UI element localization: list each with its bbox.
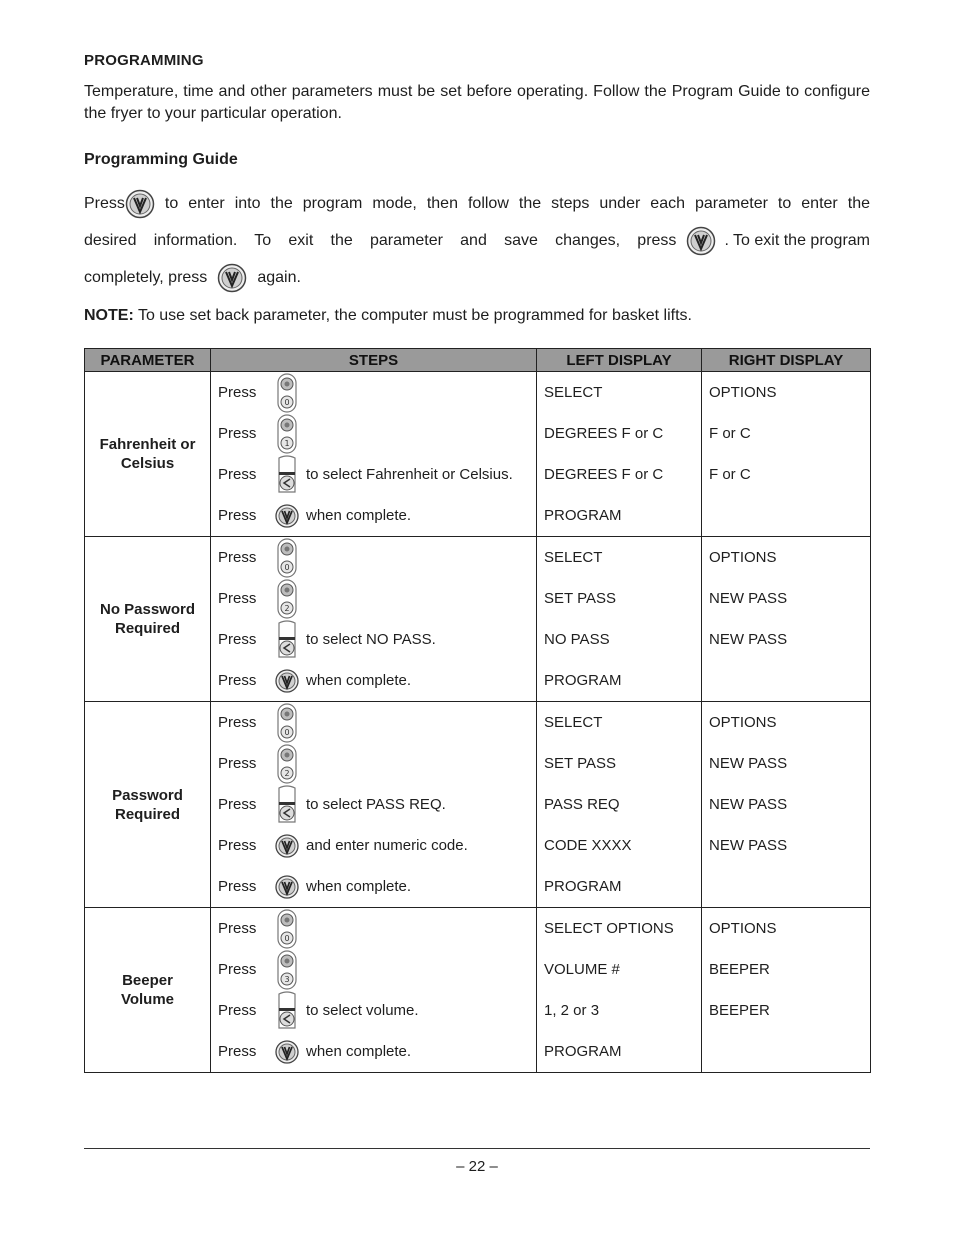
right-display-cell <box>702 702 871 908</box>
right-display-cell <box>702 372 871 537</box>
svg-text:0: 0 <box>284 933 290 943</box>
two-key-icon <box>272 744 302 784</box>
step-text: and enter numeric code. <box>306 837 468 854</box>
press-label: Press <box>218 837 257 854</box>
right-display-value: NEW PASS <box>709 837 788 854</box>
note-label: NOTE: <box>84 307 134 324</box>
right-display-value: F or C <box>709 466 751 483</box>
step-row <box>211 908 536 949</box>
press-label: Press <box>218 1002 257 1019</box>
svg-text:0: 0 <box>284 562 290 572</box>
parameter-cell <box>85 372 211 537</box>
press-label: Press <box>218 466 257 483</box>
guide-text: to enter into the program mode, then follow the steps under each parameter to enter the <box>164 195 870 212</box>
press-label: Press <box>218 631 257 648</box>
right-display-value: OPTIONS <box>709 549 777 566</box>
left-display-value: PASS REQ <box>544 796 620 813</box>
svg-text:1: 1 <box>284 438 290 448</box>
left-display-value: PROGRAM <box>544 507 622 524</box>
note <box>84 307 692 325</box>
press-label: Press <box>218 590 257 607</box>
steps-cell <box>211 372 537 537</box>
program-key-icon <box>272 875 302 899</box>
right-display-value <box>702 866 870 907</box>
guide-text: Press <box>84 195 125 212</box>
guide-text: completely, press <box>84 269 208 286</box>
right-display-cell <box>702 537 871 702</box>
step-text: to select Fahrenheit or Celsius. <box>306 466 513 483</box>
svg-text:2: 2 <box>284 603 290 613</box>
press-label: Press <box>218 920 257 937</box>
right-display-value: OPTIONS <box>709 384 777 401</box>
svg-text:0: 0 <box>284 397 290 407</box>
svg-text:2: 2 <box>284 768 290 778</box>
press-label: Press <box>218 507 257 524</box>
step-row <box>211 702 536 743</box>
left-display-cell <box>537 702 702 908</box>
zero-key-icon <box>272 703 302 743</box>
left-display-value: SET PASS <box>544 590 616 607</box>
program-key-icon <box>272 504 302 528</box>
step-text: to select volume. <box>306 1002 419 1019</box>
guide-text: desired information. To exit the parameter and save changes, press <box>84 232 677 249</box>
steps-cell <box>211 702 537 908</box>
program-key-icon <box>125 189 155 219</box>
step-text: when complete. <box>306 672 412 689</box>
parameter-cell <box>85 702 211 908</box>
zero-key-icon <box>272 909 302 949</box>
left-display-value: NO PASS <box>544 631 610 648</box>
press-label: Press <box>218 425 257 442</box>
parameter-cell <box>85 908 211 1073</box>
header-left-display: LEFT DISPLAY <box>537 349 702 372</box>
guide-line-2 <box>84 225 870 257</box>
table-row <box>85 372 871 537</box>
left-display-cell <box>537 537 702 702</box>
press-label: Press <box>218 549 257 566</box>
press-label: Press <box>218 1043 257 1060</box>
left-display-value: SELECT OPTIONS <box>544 920 674 937</box>
left-display-value: DEGREES F or C <box>544 425 664 442</box>
right-display-value <box>702 1031 870 1072</box>
step-row <box>211 866 536 907</box>
table-row <box>85 908 871 1073</box>
step-row <box>211 537 536 578</box>
step-text: when complete. <box>306 1043 412 1060</box>
left-display-value: PROGRAM <box>544 672 622 689</box>
left-display-value: VOLUME # <box>544 961 620 978</box>
parameter-cell <box>85 537 211 702</box>
step-text: when complete. <box>306 878 412 895</box>
press-label: Press <box>218 878 257 895</box>
guide-heading: Programming Guide <box>84 151 238 168</box>
right-display-value: F or C <box>709 425 751 442</box>
parameter-label: No Password <box>99 601 196 618</box>
left-display-cell <box>537 372 702 537</box>
program-key-icon <box>272 1040 302 1064</box>
right-display-cell <box>702 908 871 1073</box>
step-row <box>211 784 536 825</box>
zero-key-icon <box>272 538 302 578</box>
right-display-value: NEW PASS <box>709 755 788 772</box>
program-key-icon <box>217 263 247 293</box>
step-row <box>211 990 536 1031</box>
step-row <box>211 495 536 536</box>
step-row <box>211 454 536 495</box>
press-label: Press <box>218 796 257 813</box>
parameter-label: Volume <box>120 991 175 1008</box>
svg-text:0: 0 <box>284 727 290 737</box>
page-heading: PROGRAMMING <box>84 52 204 69</box>
two-key-icon <box>272 579 302 619</box>
guide-line-1 <box>84 188 870 220</box>
left-display-value: SELECT <box>544 714 603 731</box>
right-display-value: BEEPER <box>709 961 770 978</box>
step-text: to select NO PASS. <box>306 631 436 648</box>
header-right-display: RIGHT DISPLAY <box>702 349 871 372</box>
left-display-value: 1, 2 or 3 <box>544 1002 600 1019</box>
parameter-label: Beeper <box>122 972 173 989</box>
step-row <box>211 825 536 866</box>
intro-paragraph: Temperature, time and other parameters must be set before operating. Follow the Program Guide to configure the fryer to your particular operation. <box>84 83 870 122</box>
table-row <box>85 537 871 702</box>
right-display-value: OPTIONS <box>709 714 777 731</box>
header-parameter: PARAMETER <box>85 349 211 372</box>
note-text: To use set back parameter, the computer must be programmed for basket lifts. <box>133 307 692 324</box>
left-arrow-key-icon <box>272 991 302 1031</box>
right-display-value: BEEPER <box>709 1002 770 1019</box>
step-row <box>211 413 536 454</box>
program-key-icon <box>272 669 302 693</box>
left-display-value: CODE XXXX <box>544 837 632 854</box>
left-display-value: SELECT <box>544 549 603 566</box>
press-label: Press <box>218 961 257 978</box>
three-key-icon <box>272 950 302 990</box>
left-display-value: SET PASS <box>544 755 616 772</box>
parameter-label: Celsius <box>120 455 175 472</box>
parameter-label: Password <box>112 786 183 804</box>
programming-table <box>84 348 871 1073</box>
step-text: when complete. <box>306 507 412 524</box>
page-number: – 22 – <box>456 1158 498 1175</box>
step-row <box>211 743 536 784</box>
right-display-value <box>702 495 870 536</box>
zero-key-icon <box>272 373 302 413</box>
left-arrow-key-icon <box>272 620 302 660</box>
press-label: Press <box>218 672 257 689</box>
step-row <box>211 619 536 660</box>
svg-text:3: 3 <box>284 974 290 984</box>
table-header-row <box>85 349 871 372</box>
right-display-value: NEW PASS <box>709 590 788 607</box>
right-display-value: NEW PASS <box>709 631 788 648</box>
table-row <box>85 702 871 908</box>
left-display-value: PROGRAM <box>544 878 622 895</box>
left-arrow-key-icon <box>272 785 302 825</box>
left-arrow-key-icon <box>272 455 302 495</box>
right-display-value: OPTIONS <box>709 920 777 937</box>
guide-text: . To exit the program <box>724 232 870 249</box>
header-steps: STEPS <box>211 349 537 372</box>
parameter-label: Required <box>114 805 180 823</box>
program-key-icon <box>686 226 716 256</box>
guide-line-3 <box>84 262 870 294</box>
right-display-value: NEW PASS <box>709 796 788 813</box>
parameter-label: Fahrenheit or <box>99 436 196 453</box>
step-row <box>211 660 536 701</box>
left-display-value: SELECT <box>544 384 603 401</box>
right-display-value <box>702 660 870 701</box>
steps-cell <box>211 537 537 702</box>
one-key-icon <box>272 414 302 454</box>
press-label: Press <box>218 714 257 731</box>
footer-rule <box>84 1148 870 1149</box>
left-display-value: PROGRAM <box>544 1043 622 1060</box>
left-display-cell <box>537 908 702 1073</box>
program-key-icon <box>272 834 302 858</box>
guide-text: again. <box>257 269 301 286</box>
steps-cell <box>211 908 537 1073</box>
step-row <box>211 949 536 990</box>
press-label: Press <box>218 384 257 401</box>
step-text: to select PASS REQ. <box>306 796 446 813</box>
step-row <box>211 578 536 619</box>
step-row <box>211 372 536 413</box>
left-display-value: DEGREES F or C <box>544 466 664 483</box>
press-label: Press <box>218 755 257 772</box>
step-row <box>211 1031 536 1072</box>
parameter-label: Required <box>114 620 180 637</box>
